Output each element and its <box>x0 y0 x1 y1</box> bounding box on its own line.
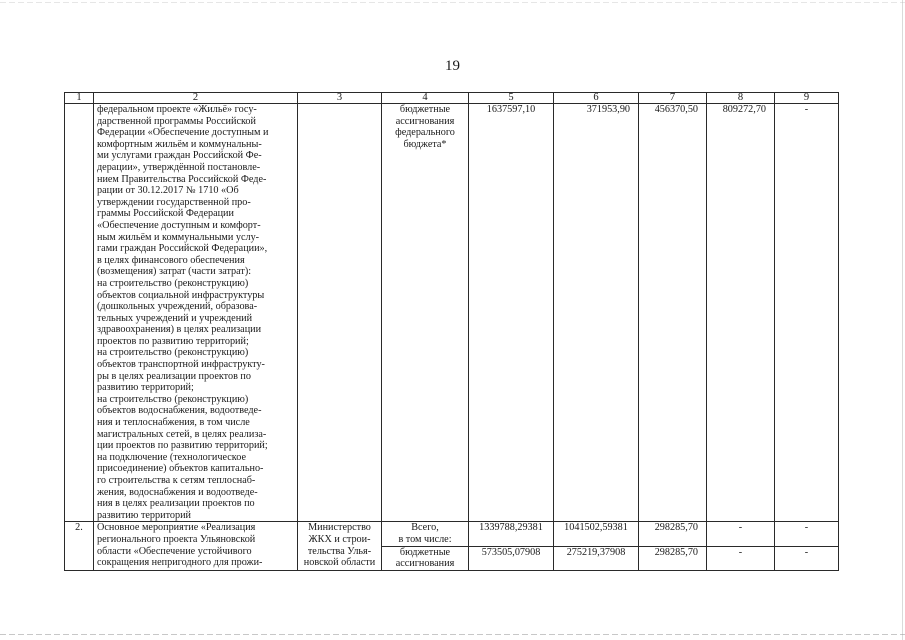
description-line: Федерации «Обеспечение доступным и <box>97 127 269 139</box>
description-line: на строительство (реконструкцию) <box>97 393 249 405</box>
description-line: в целях финансового обеспечения <box>97 254 245 266</box>
description-line: развитию территорий <box>97 509 191 521</box>
scan-artifact-top <box>0 2 905 3</box>
row-number: 2. <box>65 522 94 570</box>
table-row <box>65 104 839 522</box>
description-line: (дошкольных учреждений, образова- <box>97 301 258 313</box>
description-line: области «Обеспечение устойчивого <box>97 545 252 557</box>
activity-description <box>94 522 298 570</box>
description-line: гами граждан Российской Федерации», <box>97 243 268 255</box>
description-line: (возмещения) затрат (части затрат): <box>97 266 252 278</box>
description-line: Основное мероприятие «Реализация <box>97 522 256 534</box>
description-line: граммы Российской Федерации <box>97 208 234 220</box>
activity-description <box>94 104 298 522</box>
header-cell-7: 7 <box>639 93 707 104</box>
description-line: ния в целях реализации проектов по <box>97 498 255 510</box>
description-line: присоединение) объектов капитально- <box>97 463 264 475</box>
year1-amount-cell: 275219,37908 <box>554 546 639 570</box>
executor-cell <box>298 104 382 522</box>
year1-amount-cell: 371953,90 <box>554 104 639 522</box>
description-line: комфортным жильём и коммунальны- <box>97 138 262 150</box>
year3-amount-cell: 809272,70 <box>707 104 775 522</box>
executor-cell: Министерство ЖКХ и строи- тельства Улья- новской области <box>298 522 382 570</box>
description-line: дерации», утверждённой постановле- <box>97 161 261 173</box>
description-line: дарственной программы Российской <box>97 115 256 127</box>
funding-source-cell: бюджетные ассигнования <box>382 546 469 570</box>
header-cell-1: 1 <box>65 93 94 104</box>
description-line: объектов социальной инфраструктуры <box>97 289 265 301</box>
description-line: на подключение (технологическое <box>97 451 246 463</box>
scan-artifact-bottom <box>0 634 905 635</box>
description-line: федеральном проекте «Жильё» госу- <box>97 104 257 115</box>
total-amount-cell: 1637597,10 <box>469 104 554 522</box>
header-cell-8: 8 <box>707 93 775 104</box>
description-line: здравоохранения) в целях реализации <box>97 324 262 336</box>
funding-source-cell: бюджетные ассигнования федерального бюджета* <box>382 104 469 522</box>
year1-amount-cell: 1041502,59381 <box>554 522 639 546</box>
description-line: утверждении государственной про- <box>97 196 251 208</box>
description-line: сокращения непригодного для прожи- <box>97 557 263 569</box>
total-amount-cell: 1339788,29381 <box>469 522 554 546</box>
year3-amount-cell: - <box>707 546 775 570</box>
year2-amount-cell: 298285,70 <box>639 546 707 570</box>
row-number <box>65 104 94 522</box>
description-line: ми услугами граждан Российской Фе- <box>97 150 262 162</box>
description-line: нием Правительства Российской Феде- <box>97 173 267 185</box>
year3-amount-cell: - <box>707 522 775 546</box>
description-line: на строительство (реконструкцию) <box>97 347 249 359</box>
header-cell-4: 4 <box>382 93 469 104</box>
header-row <box>65 93 839 104</box>
description-line: ния и теплоснабжения, в том числе <box>97 417 250 429</box>
header-cell-2: 2 <box>94 93 298 104</box>
header-cell-3: 3 <box>298 93 382 104</box>
description-line: объектов водоснабжения, водоотведе- <box>97 405 262 417</box>
description-line: ры в целях реализации проектов по <box>97 370 251 382</box>
year2-amount-cell: 298285,70 <box>639 522 707 546</box>
funding-source-cell: Всего, в том числе: <box>382 522 469 546</box>
total-amount-cell: 573505,07908 <box>469 546 554 570</box>
description-line: объектов транспортной инфраструкту- <box>97 359 265 371</box>
description-line: магистральных сетей, в целях реализа- <box>97 428 267 440</box>
description-line: проектов по развитию территорий; <box>97 335 249 347</box>
year4-amount-cell: - <box>775 104 839 522</box>
year4-amount-cell: - <box>775 522 839 546</box>
header-cell-5: 5 <box>469 93 554 104</box>
scan-artifact-right <box>902 0 903 640</box>
description-line: жения, водоснабжения и водоотведе- <box>97 486 258 498</box>
description-line: ным жильём и коммунальными услу- <box>97 231 260 243</box>
year2-amount-cell: 456370,50 <box>639 104 707 522</box>
page-number: 19 <box>445 58 460 74</box>
table-row <box>65 522 839 546</box>
header-cell-9: 9 <box>775 93 839 104</box>
description-line: ции проектов по развитию территорий; <box>97 440 268 452</box>
year4-amount-cell: - <box>775 546 839 570</box>
description-line: на строительство (реконструкцию) <box>97 277 249 289</box>
description-line: регионального проекта Ульяновской <box>97 533 256 545</box>
description-line: тельных учреждений и учреждений <box>97 312 253 324</box>
description-line: развитию территорий; <box>97 382 194 394</box>
header-cell-6: 6 <box>554 93 639 104</box>
budget-table <box>64 92 839 571</box>
description-line: «Обеспечение доступным и комфорт- <box>97 219 261 231</box>
description-line: го строительства к сетям теплоснаб- <box>97 475 256 486</box>
description-line: рации от 30.12.2017 № 1710 «Об <box>97 185 239 197</box>
